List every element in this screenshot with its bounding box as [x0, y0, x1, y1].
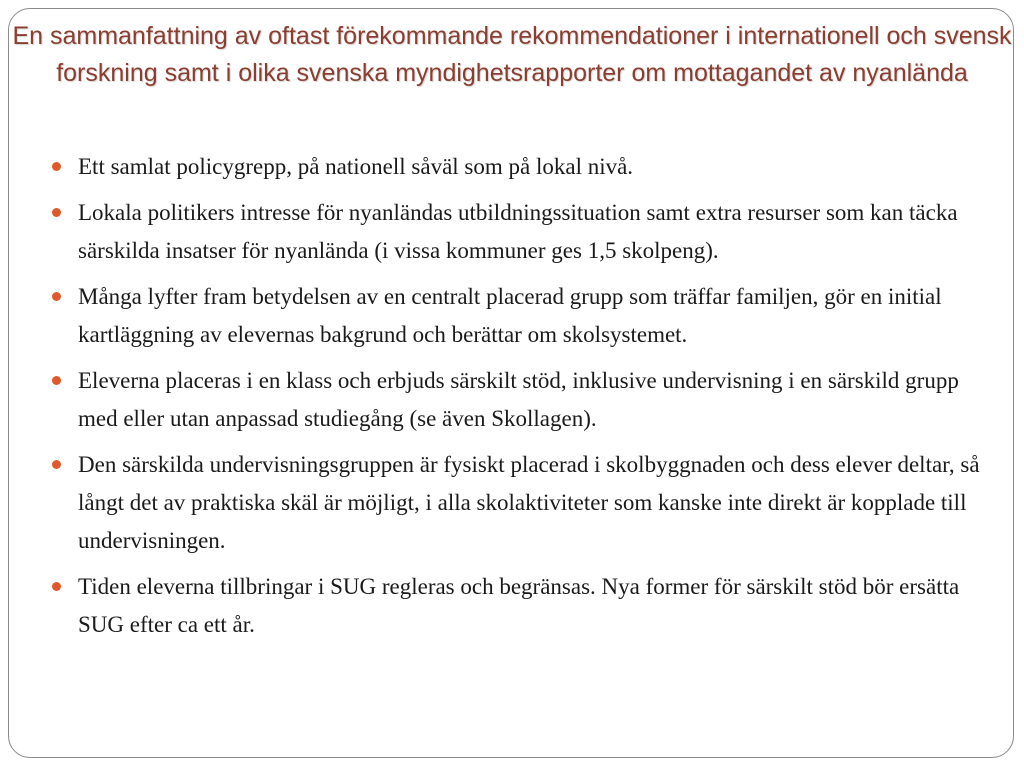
- bullet-dot-icon: [52, 582, 61, 591]
- slide-title: En sammanfattning av oftast förekommande rekommendationer i internationell och svensk forskning samt i olika svenska myndighetsrapporter om mottagandet av nyanlända: [12, 22, 1012, 87]
- bullet-item: [46, 568, 986, 644]
- bullet-text: Den särskilda undervisningsgruppen är fysiskt placerad i skolbyggnaden och dess elever deltar, så långt det av praktiska skäl är möjligt, i alla skolaktiviteter som kanske inte direkt är kopplade till undervisningen.: [78, 452, 980, 553]
- bullet-item: [46, 362, 986, 438]
- bullet-item: [46, 446, 986, 560]
- bullet-dot-icon: [52, 460, 61, 469]
- bullet-text: Eleverna placeras i en klass och erbjuds särskilt stöd, inklusive undervisning i en särskild grupp med eller utan anpassad studiegång (se även Skollagen).: [78, 368, 959, 431]
- bullet-list: [46, 148, 986, 652]
- bullet-text: Lokala politikers intresse för nyanländas utbildningssituation samt extra resurser som kan täcka särskilda insatser för nyanlända (i vissa kommuner ges 1,5 skolpeng).: [78, 200, 958, 263]
- bullet-text: Många lyfter fram betydelsen av en centralt placerad grupp som träffar familjen, gör en initial kartläggning av elevernas bakgrund och berättar om skolsystemet.: [78, 284, 942, 347]
- bullet-dot-icon: [52, 208, 61, 217]
- bullet-item: [46, 194, 986, 270]
- bullet-text: Ett samlat policygrepp, på nationell såväl som på lokal nivå.: [78, 154, 634, 179]
- bullet-item: [46, 148, 986, 186]
- bullet-dot-icon: [52, 376, 61, 385]
- bullet-dot-icon: [52, 162, 61, 171]
- bullet-text: Tiden eleverna tillbringar i SUG regleras och begränsas. Nya former för särskilt stöd bör ersätta SUG efter ca ett år.: [78, 574, 960, 637]
- bullet-dot-icon: [52, 292, 61, 301]
- bullet-item: [46, 278, 986, 354]
